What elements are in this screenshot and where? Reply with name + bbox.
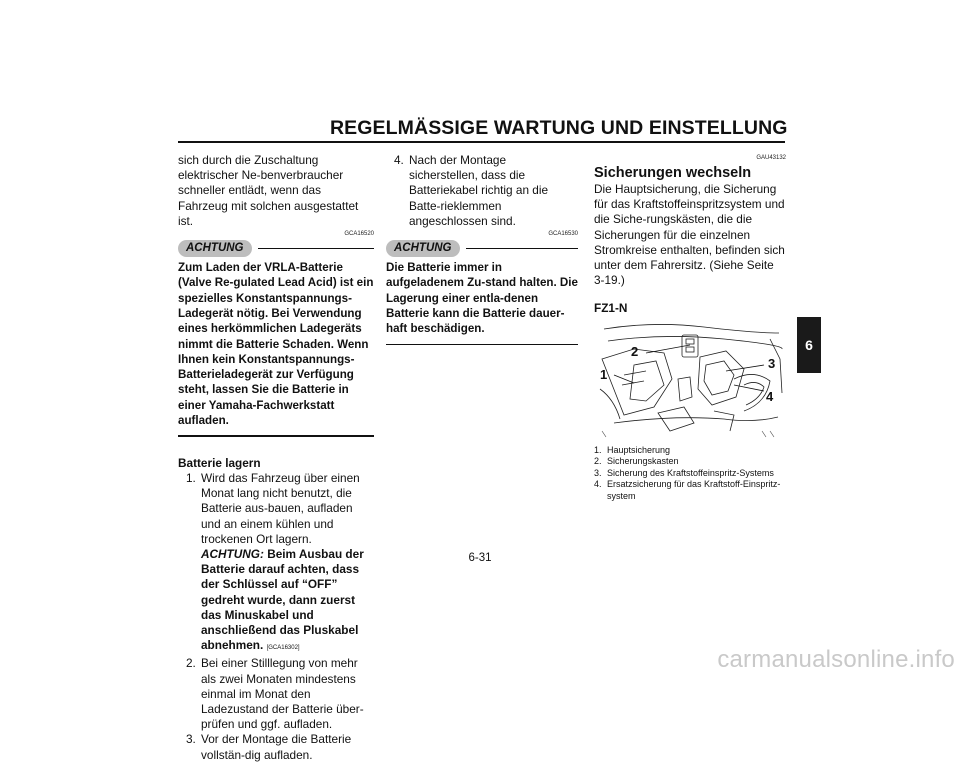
list-item-number: 3. <box>186 732 196 747</box>
list-item-number: 2. <box>186 656 196 671</box>
list-item-text: Nach der Montage sicherstellen, dass die Batteriekabel richtig an die Batte-rieklemmen angeschlossen sind. <box>409 153 549 228</box>
achtung-header <box>178 240 374 257</box>
reference-code: GCA16520 <box>344 231 374 238</box>
legend-text: Sicherungskasten <box>607 456 679 467</box>
legend-number: 3. <box>594 467 602 478</box>
model-label: FZ1-N <box>594 301 628 316</box>
reference-code: GAU43132 <box>756 155 786 161</box>
legend-item <box>594 479 786 502</box>
reference-code: GCA16530 <box>548 231 578 238</box>
intro-text: sich durch die Zuschaltung elektrischer Ne-benverbraucher schneller entlädt, wenn das Fahrzeug mit solchen ausgestattet ist. <box>178 153 359 228</box>
fuse-diagram-illustration <box>594 319 786 439</box>
legend-item <box>594 456 786 468</box>
list-item <box>178 471 374 656</box>
step-warning-text: Beim Ausbau der Batterie darauf achten, dass der Schlüssel auf “OFF” gedreht wurde, dann zuerst das Minuskabel und anschließend das Pluskabel abnehmen. <box>201 547 364 653</box>
list-item <box>178 732 374 762</box>
achtung-inline: ACHTUNG: <box>201 547 264 561</box>
callout-label: 2 <box>631 343 639 359</box>
callout-label: 4 <box>766 388 774 404</box>
legend-number: 1. <box>594 444 602 455</box>
list-item-text: Bei einer Stilllegung von mehr als zwei Monaten mindestens einmal im Monat den Ladezustand der Batterie über-prüfen und ggf. aufladen. <box>201 656 364 732</box>
column-3 <box>594 153 786 502</box>
header-rule <box>178 141 785 143</box>
warning-end-rule <box>178 435 374 437</box>
list-item-text <box>201 471 374 656</box>
list-item <box>178 656 374 732</box>
subheading: Batterie lagern <box>178 455 261 470</box>
legend-number: 2. <box>594 456 602 467</box>
legend-text: Ersatzsicherung für das Kraftstoff-Einspritz-system <box>607 479 781 501</box>
warning-text: Die Batterie immer in aufgeladenem Zu-stand halten. Die Lagerung einer entla-denen Batterie kann die Batterie dauer-haft beschädigen. <box>386 261 578 336</box>
list-item-number: 4. <box>394 153 404 167</box>
section-heading: Sicherungen wechseln <box>594 165 752 181</box>
list-item-text: Vor der Montage die Batterie vollstän-dig aufladen. <box>201 732 352 762</box>
page-title: REGELMÄSSIGE WARTUNG UND EINSTELLUNG <box>330 117 788 139</box>
callout-label: 3 <box>768 355 776 371</box>
list-item-number: 1. <box>186 470 196 485</box>
warning-end-rule <box>386 344 578 346</box>
step-text: Wird das Fahrzeug über einen Monat lang nicht benutzt, die Batterie aus-bauen, aufladen und an einem kühlen und trockenen Ort lagern. <box>201 470 360 546</box>
legend-text: Hauptsicherung <box>607 444 671 455</box>
achtung-rule <box>466 248 579 250</box>
legend-text: Sicherung des Kraftstoffeinspritz-Systems <box>607 467 774 478</box>
legend-item <box>594 445 786 457</box>
achtung-rule <box>258 248 375 250</box>
callout-label: 1 <box>600 366 608 382</box>
diagram-legend <box>594 445 786 503</box>
achtung-badge: ACHTUNG <box>386 240 460 257</box>
watermark: carmanualsonline.info <box>717 646 955 673</box>
step-reference: [GCA16302] <box>266 645 300 652</box>
intro-text: Die Hauptsicherung, die Sicherung für das Kraftstoffeinspritzsystem und die Siche-rungskästen, die die Sicherungen für die einzelnen Stromkreise enthalten, befinden sich unter dem Fahrersitz. (Siehe Seite 3-19.) <box>594 182 785 288</box>
achtung-header <box>386 240 578 257</box>
warning-text: Zum Laden der VRLA-Batterie (Valve Re-gulated Lead Acid) ist ein spezielles Konstantspannungs-Ladegerät nötig. Bei Verwendung eines herkömmlichen Ladegeräts nimmt die Batterie Schaden. Wenn Ihnen kein Konstantspannungs-Batterieladegerät zur Verfügung steht, lassen Sie die Batterie in einer Yamaha-Fachwerkstatt aufladen. <box>178 261 374 427</box>
fuse-diagram <box>594 319 786 439</box>
list-item <box>386 153 578 229</box>
legend-number: 4. <box>594 479 602 490</box>
page-number: 6-31 <box>468 552 492 564</box>
chapter-tab: 6 <box>797 317 821 373</box>
column-1 <box>178 153 374 763</box>
achtung-badge: ACHTUNG <box>178 240 252 257</box>
column-2 <box>386 153 578 345</box>
legend-item <box>594 468 786 480</box>
